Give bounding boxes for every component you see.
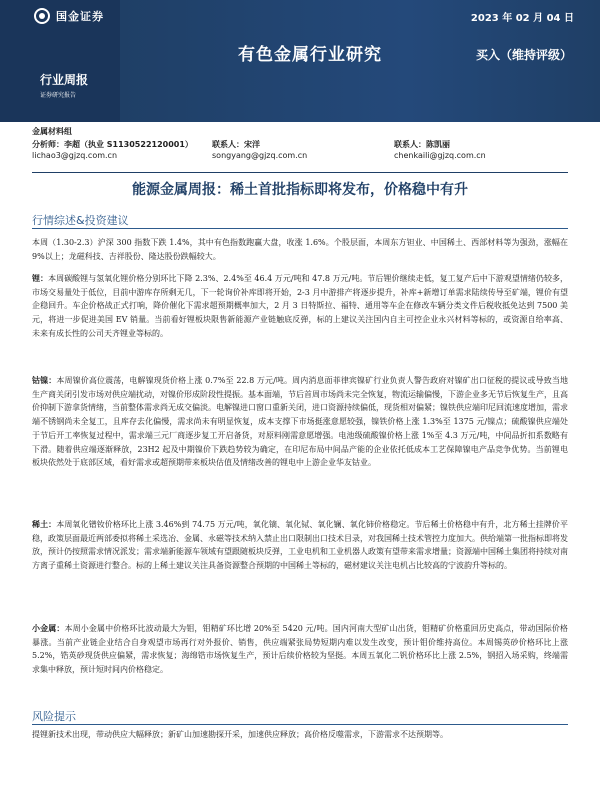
report-subtitle: 证券研究报告	[40, 92, 77, 99]
report-banner	[0, 0, 600, 122]
paragraph-rare-earth	[32, 518, 568, 573]
report-type: 行业周报	[40, 73, 89, 87]
report-date: 2023 年 02 月 04 日	[470, 13, 574, 24]
section-divider	[32, 228, 568, 229]
paragraph-lead: 钴镍：	[32, 376, 57, 385]
group-label: 金属材料组	[32, 127, 72, 136]
header-divider	[32, 172, 568, 173]
paragraph-text: 本周（1.30-2.3）沪深 300 指数下跌 1.4%，其中有色指数跑赢大盘，收涨 1.6%。个股层面，本周东方钽业、中国稀土、西部材料等为强劲，涨幅在 9%以上；龙磁科技、吉祥股份、隆达股份跌幅较大。	[32, 238, 568, 261]
report-headline: 能源金属周报：稀土首批指标即将发布，价格稳中有升	[132, 182, 468, 198]
analyst-block	[32, 126, 572, 163]
paragraph-text: 本周氧化镨钕价格环比上涨 3.46%到 74.75 万元/吨，氧化镝、氧化铽、氧化镧、氧化铈价格稳定。节后稀土价格稳中有升，北方稀土挂牌价平稳，政策层面最近两部委拟将稀土采选冶、金属、永磁等技术纳入禁止出口限制出口技术目录，对我国稀土技术管控力度加大。供给端第一批指标即将发放，预计仍按照需求情况派发；需求端新能源车领域有望跟随板块反弹，工业电机和工业机器人政策有望带来需求增量；资源端中国稀土集团将持续对南方离子重稀土资源进行整合。标的上稀土建议关注具备资源整合预期的中国稀土等标的，磁材建议关注电机占比较高的宁波韵升等标的。	[32, 520, 569, 571]
paragraph-text: 提锂新技术出现，带动供应大幅释放；新矿山加速勘探开采，加速供应释放；高价格反噬需求，下游需求不达预期等。	[32, 730, 448, 739]
paragraph-lead: 小金属：	[32, 624, 65, 633]
section-divider	[32, 724, 568, 725]
logo-icon	[34, 8, 50, 24]
paragraph-text: 本周镍价高位震荡，电解镍现货价格上涨 0.7%至 22.8 万元/吨。周内消息面菲律宾镍矿行业负责人警告政府对镍矿出口征税的提议或导致当地生产商关闭引发市场对供应端扰动，对镍价形成阶段性提振。基本面端，节后首周市场尚未完全恢复，物流运输偏慢，下游企业多无节后恢复生产，且高价抑制下游拿货情绪，当前整体需求尚无成交偏淡。电解镍进口窗口重新关闭，进口资源持续偏低，现货相对偏紧；镍铁供应端印尼回流速度增加，需求端不锈钢尚未全复工，且库存去化偏慢，需求尚未有明显恢复，成本支撑下市场挺涨意愿较强，镍铁价格上涨 1.3%至 1375 元/镍点；硫酸镍供应端处于节后开工率恢复过程中，需求端三元厂商逐步复工开启备货，对原料刚需意愿增强。电池级硫酸镍价格上涨 1%至 4.3 万元/吨，中间品折扣系数略有下滑。随着供应端逐渐释放，23H2 起及中期镍价下跌趋势较为确定，在印尼布局中间品产能的企业依托低成本工艺保障镍电产品竞争优势。当前锂电板块依然处于底部区域，看好需求或超预期带来板块估值及情绪改善的锂电中上游企业华友钴业。	[32, 376, 568, 468]
section-title-risk: 风险提示	[32, 710, 76, 723]
paragraph-lithium	[32, 272, 568, 341]
paragraph-text: 本周碳酸锂与氢氧化锂价格分别环比下降 2.3%、2.4%至 46.4 万元/吨和 47.8 万元/吨。节后锂价继续走低，复工复产后中下游观望情绪仍较多，市场交易量处于低位，目前中游库存所剩无几，下一轮询价补库即将开始，2-3 月中游排产将逐步提升，补库+新增订单需求陆续传导至矿端，锂价有望企稳回升。车企价格战正式打响，降价催化下需求超预期概率加大，2 月 3 日特斯拉、福特、通用等车企在修改车辆分类文件后税收抵免达到 7500 美元，将进一步促进美国 EV 销量。当前看好锂板块限售新能源产业链触底反弹，标的上建议关注国内自主可控企业永兴材料等标的，或资源自给率高、未来有成长性的公司天齐锂业等标的。	[32, 274, 569, 338]
logo-text: 国金证券	[56, 10, 104, 23]
analyst-2-name: 联系人：宋洋	[212, 140, 260, 149]
paragraph-risk	[32, 728, 568, 742]
analyst-2-email[interactable]: songyang@gjzq.com.cn	[212, 151, 308, 160]
analyst-1-name: 分析师：李超（执业 S1130522120001）	[32, 140, 193, 149]
analyst-1-email[interactable]: lichao3@gjzq.com.cn	[32, 151, 118, 160]
section-title-investment: 行情综述&投资建议	[32, 214, 129, 227]
paragraph-market-overview	[32, 236, 568, 263]
rating-badge: 买入（维持评级）	[475, 48, 572, 62]
analyst-3-email[interactable]: chenkaili@gjzq.com.cn	[394, 151, 486, 160]
paragraph-lead: 稀土：	[32, 520, 57, 529]
company-logo	[34, 8, 104, 24]
paragraph-text: 本周小金属中价格环比波动最大为钼，钼精矿环比增 20%至 5420 元/吨。国内河南大型矿山出货，钼精矿价格重回历史高点，带动国际价格暴涨。当前产业链企业结合自身观望市场再行对外报价、销售，供应端紧张局势短期内难以发生改变，预计钼价维持高位。本周锡英砂价格环比上涨 5.2%，锆英砂现货供应偏紧，需求恢复；海绵锆市场恢复生产，预计后续价格较为坚挺。本周五氧化二钒价格环比上涨 2.5%，钢招入场采购，终端需求集中释放，预计短时间内价格稳定。	[32, 624, 569, 675]
report-title: 有色金属行业研究	[238, 45, 382, 65]
analyst-3-name: 联系人：陈凯丽	[394, 140, 450, 149]
paragraph-lead: 锂：	[32, 274, 49, 283]
paragraph-cobalt-nickel	[32, 374, 568, 470]
analyst-emails-row	[32, 151, 572, 163]
paragraph-minor-metals	[32, 622, 568, 677]
analyst-names-row	[32, 139, 572, 151]
